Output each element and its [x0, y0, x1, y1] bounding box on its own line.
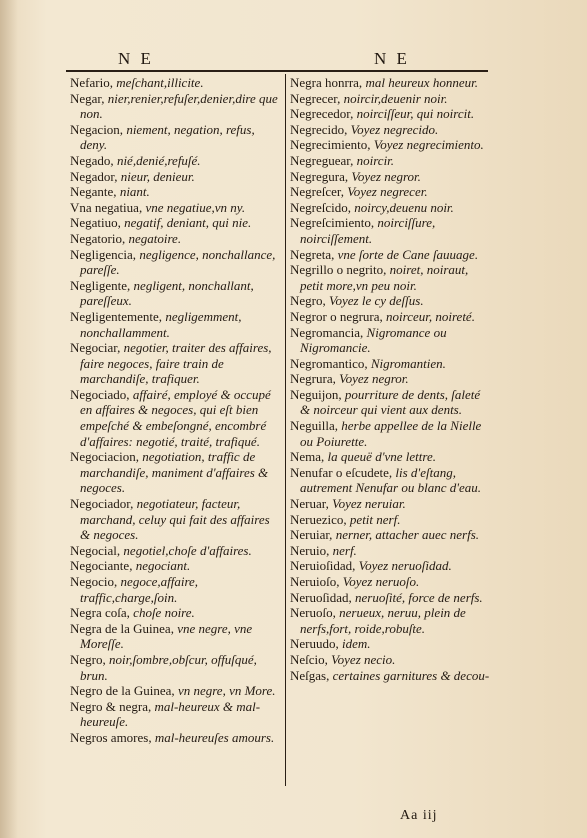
entry-headword: Negador, — [70, 168, 118, 184]
entry-definition: noiret, noiraut, petit more,vn peu noir. — [300, 262, 469, 293]
entry-headword: Negromancia, — [290, 324, 364, 340]
dictionary-entry — [290, 200, 490, 216]
entry-definition: Voyez negror. — [339, 371, 409, 387]
dictionary-entry — [70, 605, 280, 621]
entry-headword: Negado, — [70, 152, 114, 168]
entry-definition: noircy,deuenu noir. — [354, 199, 454, 215]
dictionary-entry — [290, 262, 490, 293]
dictionary-entry — [70, 169, 280, 185]
entry-headword: Negro de la Guinea, — [70, 683, 175, 699]
entry-definition: negatoire. — [128, 230, 182, 246]
entry-definition: neruoſité, force de nerfs. — [354, 589, 483, 605]
dictionary-entry — [70, 699, 280, 730]
entry-definition: nié,denié,refuſé. — [116, 152, 201, 168]
entry-definition: niement, negation, refus, deny. — [80, 121, 255, 153]
dictionary-entry — [70, 200, 280, 216]
entry-headword: Negrecimiento, — [290, 137, 371, 153]
entry-headword: Neruioſidad, — [290, 558, 356, 574]
entry-headword: Negreſcer, — [290, 184, 344, 200]
entry-headword: Neſgas, — [290, 667, 330, 683]
entry-headword: Negrecido, — [290, 121, 348, 137]
dictionary-entry — [290, 543, 490, 559]
entry-definition: mal-heureux & mal-heureuſe. — [80, 698, 261, 730]
entry-headword: Negar, — [70, 90, 105, 106]
entry-definition: nerueux, neruu, plein de nerfs,fort, roide,robuſte. — [300, 605, 466, 636]
entry-definition: Nigromantien. — [370, 355, 446, 371]
dictionary-entry — [290, 75, 490, 91]
entry-definition: Voyez negrecimiento. — [373, 137, 484, 153]
entry-headword: Negra coſa, — [70, 605, 130, 621]
dictionary-entry — [290, 309, 490, 325]
entry-headword: Negra honrra, — [290, 75, 363, 90]
entry-headword: Negligente, — [70, 277, 131, 293]
entry-headword: Negligentemente, — [70, 308, 163, 324]
entry-definition: nerf. — [332, 542, 357, 558]
signature-mark: Aa iij — [400, 808, 438, 823]
dictionary-entry — [290, 465, 490, 496]
dictionary-entry — [70, 309, 280, 340]
column-divider — [285, 74, 286, 786]
entry-definition: niant. — [119, 184, 150, 200]
entry-definition: noircir. — [356, 152, 395, 168]
dictionary-entry — [290, 184, 490, 200]
entry-definition: Nigromance ou Nigromancie. — [300, 324, 447, 356]
dictionary-entry — [70, 730, 280, 746]
dictionary-entry — [290, 106, 490, 122]
header-left-letters: N E — [118, 49, 154, 68]
entry-definition: Voyez negror. — [351, 168, 421, 184]
entry-definition: negligent, nonchallant, pareſſeux. — [80, 277, 254, 309]
entry-headword: Neruio, — [290, 542, 330, 558]
right-column — [290, 75, 490, 683]
dictionary-entry — [290, 325, 490, 356]
entry-headword: Negrillo o negrito, — [290, 262, 387, 278]
entry-headword: Negociar, — [70, 340, 121, 356]
entry-headword: Neguijon, — [290, 386, 342, 402]
dictionary-entry — [70, 91, 280, 122]
dictionary-entry — [290, 449, 490, 465]
entry-headword: Negra de la Guinea, — [70, 620, 174, 636]
entry-headword: Neruezico, — [290, 511, 347, 527]
entry-headword: Neruoſo, — [290, 605, 336, 621]
dictionary-entry — [290, 558, 490, 574]
entry-definition: meſchant,illicite. — [116, 75, 204, 90]
entry-headword: Negociado, — [70, 386, 130, 402]
dictionary-entry — [290, 356, 490, 372]
dictionary-entry — [290, 636, 490, 652]
entry-definition: idem. — [342, 636, 371, 652]
entry-headword: Vna negatiua, — [70, 199, 143, 215]
entry-headword: Negreſcimiento, — [290, 215, 375, 231]
entry-headword: Negromantico, — [290, 355, 368, 371]
dictionary-entry — [70, 683, 280, 699]
entry-headword: Negror o negrura, — [290, 308, 383, 324]
entry-definition: mal-heureuſes amours. — [154, 729, 275, 745]
header-rule — [66, 70, 488, 72]
entry-headword: Negacion, — [70, 121, 124, 137]
dictionary-entry — [70, 387, 280, 449]
dictionary-entry — [290, 590, 490, 606]
entry-definition: nerner, attacher auec nerfs. — [335, 527, 480, 543]
entry-definition: herbe appellee de la Nielle ou Poiurette. — [300, 418, 482, 449]
dictionary-entry — [70, 496, 280, 543]
dictionary-entry — [70, 449, 280, 496]
entry-definition: noirciſſeur, qui noircit. — [356, 106, 475, 122]
entry-definition: Voyez neruiar. — [332, 496, 406, 512]
dictionary-entry — [70, 652, 280, 683]
dictionary-entry — [70, 621, 280, 652]
dictionary-entry — [290, 418, 490, 449]
running-header — [66, 49, 488, 71]
dictionary-entry — [290, 215, 490, 246]
header-right-letters: N E — [374, 49, 410, 68]
dictionary-entry — [70, 153, 280, 169]
dictionary-entry — [70, 215, 280, 231]
page-edge-shading — [0, 0, 18, 838]
entry-headword: Negrecedor, — [290, 106, 354, 122]
entry-definition: negoce,affaire, traffic,charge,ſoin. — [80, 574, 199, 605]
dictionary-entry — [290, 668, 490, 684]
entry-definition: pourriture de dents, ſaleté & noirceur qui vient aux dents. — [300, 386, 481, 418]
entry-definition: noircir,deuenir noir. — [343, 90, 448, 106]
dictionary-entry — [290, 512, 490, 528]
entry-headword: Negociador, — [70, 496, 134, 512]
entry-definition: lis d'eſtang, autrement Nenufar ou blanc d'eau. — [300, 464, 482, 496]
entry-headword: Neruar, — [290, 496, 329, 512]
dictionary-entry — [290, 247, 490, 263]
entry-definition: vne negatiue,vn ny. — [145, 199, 246, 215]
entry-headword: Negro & negra, — [70, 698, 152, 714]
entry-definition: choſe noire. — [133, 605, 195, 621]
dictionary-entry — [70, 558, 280, 574]
entry-headword: Negatiuo, — [70, 215, 121, 231]
entry-headword: Negrura, — [290, 371, 336, 387]
entry-definition: vn negre, vn More. — [177, 683, 276, 699]
entry-definition: negotier, traiter des affaires, faire negoces, faire train de marchandiſe, trafiquer. — [80, 340, 272, 387]
entry-definition: negociant. — [135, 558, 191, 574]
dictionary-entry — [290, 527, 490, 543]
dictionary-entry — [290, 574, 490, 590]
dictionary-entry — [290, 496, 490, 512]
entry-headword: Nefario, — [70, 75, 113, 90]
dictionary-entry — [290, 652, 490, 668]
entry-headword: Negro, — [290, 293, 326, 309]
dictionary-entry — [70, 122, 280, 153]
entry-headword: Neruudo, — [290, 636, 339, 652]
dictionary-entry — [290, 387, 490, 418]
entry-headword: Negreſcido, — [290, 199, 352, 215]
dictionary-entry — [290, 122, 490, 138]
entry-definition: negotiel,choſe d'affaires. — [123, 542, 252, 558]
entry-headword: Negrecer, — [290, 90, 341, 106]
entry-definition: vne negre, vne Moreſſe. — [80, 620, 253, 652]
entry-definition: noirceur, noireté. — [386, 308, 475, 324]
entry-definition: mal heureux honneur. — [365, 75, 478, 90]
entry-headword: Nema, — [290, 449, 325, 465]
entry-headword: Neruioſo, — [290, 574, 340, 589]
entry-definition: Voyez negrecido. — [350, 121, 439, 137]
left-column — [70, 75, 280, 746]
entry-definition: Voyez neruoſo. — [342, 574, 420, 589]
entry-definition: Voyez le cy deſſus. — [329, 293, 424, 309]
dictionary-entry — [70, 278, 280, 309]
entry-headword: Negreguear, — [290, 152, 354, 168]
entry-headword: Neruiar, — [290, 527, 333, 543]
entry-headword: Negligencia, — [70, 246, 137, 262]
entry-definition: vne ſorte de Cane ſauuage. — [337, 246, 479, 262]
entry-definition: Voyez negrecer. — [347, 184, 428, 200]
dictionary-entry — [290, 605, 490, 636]
dictionary-entry — [70, 574, 280, 605]
dictionary-entry — [290, 91, 490, 107]
entry-headword: Negros amores, — [70, 729, 152, 745]
entry-headword: Negregura, — [290, 168, 349, 184]
entry-definition: affairé, employé & occupé en affaires & negoces, qui eſt bien empeſché & embeſongné, encombré d'affaires: negotié, traité, trafiqué. — [80, 386, 271, 449]
entry-definition: nier,renier,refuſer,denier,dire que non. — [80, 90, 278, 122]
dictionary-entry — [70, 543, 280, 559]
entry-definition: negligence, nonchallance, pareſſe. — [80, 246, 276, 278]
entry-headword: Negro, — [70, 651, 106, 667]
dictionary-entry — [290, 293, 490, 309]
entry-headword: Negociante, — [70, 558, 133, 574]
entry-headword: Negatorio, — [70, 230, 126, 246]
entry-definition: Voyez necio. — [331, 651, 396, 667]
entry-headword: Neguilla, — [290, 418, 339, 434]
entry-definition: noir,ſombre,obſcur, offuſqué, brun. — [80, 651, 257, 683]
entry-headword: Negante, — [70, 184, 117, 200]
dictionary-entry — [70, 340, 280, 387]
entry-headword: Negreta, — [290, 246, 335, 262]
entry-definition: Voyez neruoſidad. — [358, 558, 452, 574]
entry-headword: Negociacion, — [70, 449, 139, 465]
entry-headword: Negocial, — [70, 542, 121, 558]
dictionary-entry — [70, 75, 280, 91]
entry-headword: Negocio, — [70, 574, 118, 589]
dictionary-entry — [290, 169, 490, 185]
entry-definition: negotiation, traffic de marchandiſe, maniment d'affaires & negoces. — [80, 449, 269, 496]
entry-definition: la queuë d'vne lettre. — [327, 449, 436, 465]
entry-definition: petit nerf. — [349, 511, 401, 527]
entry-definition: nieur, denieur. — [120, 168, 195, 184]
entry-definition: certaines garnitures & decou- — [332, 667, 490, 683]
entry-definition: negligemment, nonchallamment. — [80, 308, 242, 340]
dictionary-entry — [290, 153, 490, 169]
entry-headword: Neſcio, — [290, 651, 328, 667]
dictionary-entry — [70, 247, 280, 278]
dictionary-entry — [70, 231, 280, 247]
dictionary-entry — [70, 184, 280, 200]
entry-definition: negotiateur, facteur, marchand, celuy qui fait des affaires & negoces. — [80, 496, 270, 543]
entry-definition: negatif, deniant, qui nie. — [124, 215, 252, 231]
dictionary-entry — [290, 137, 490, 153]
entry-headword: Neruoſidad, — [290, 589, 352, 605]
entry-headword: Nenufar o eſcudete, — [290, 464, 393, 480]
entry-definition: noirciſſure, noirciſſement. — [300, 215, 436, 246]
dictionary-entry — [290, 371, 490, 387]
